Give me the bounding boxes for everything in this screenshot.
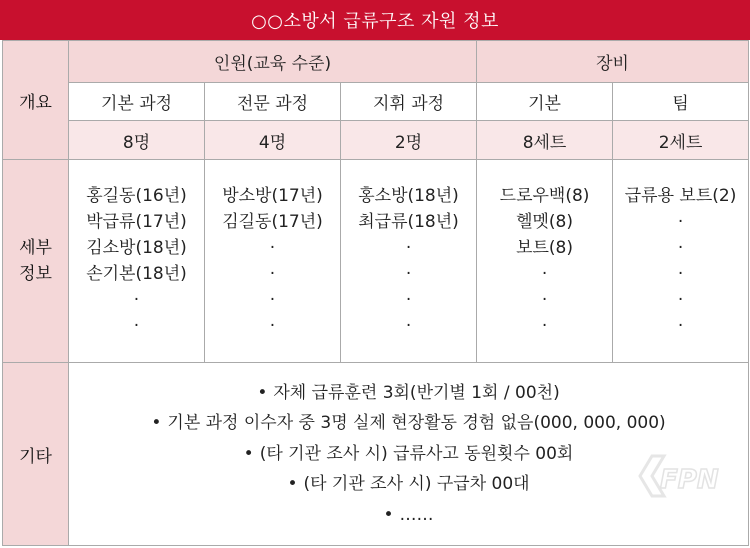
list-item: 헬멧(8): [516, 212, 573, 233]
misc-item-text: (타 기관 조사 시) 급류사고 동원횟수 00회: [259, 443, 574, 464]
column-header-basic-course: 기본 과정: [69, 82, 205, 120]
list-item: ·: [677, 264, 684, 285]
row-header-detail-label: 세부 정보: [19, 238, 52, 285]
list-item: ·: [269, 264, 276, 285]
group-header-personnel: 인원(교육 수준): [69, 41, 477, 83]
misc-item-text: 기본 과정 이수자 중 3명 실제 현장활동 경험 없음(000, 000, 000): [167, 413, 666, 434]
list-item: 보트(8): [516, 238, 573, 259]
fpn-watermark-logo: [630, 448, 726, 508]
count-basic-equipment: 8세트: [477, 121, 613, 160]
list-item: 급류용 보트(2): [624, 186, 737, 207]
column-header-row: [3, 82, 749, 120]
detail-row: [3, 160, 749, 363]
list-item: ·: [269, 290, 276, 311]
column-header-team-equipment: 팀: [613, 82, 749, 120]
count-command-course: 2명: [341, 121, 477, 160]
list-item: ·: [541, 316, 548, 337]
bullet-icon: •: [257, 382, 268, 403]
column-header-basic-equipment: 기본: [477, 82, 613, 120]
list-item: ·: [269, 316, 276, 337]
count-basic-course: 8명: [69, 121, 205, 160]
detail-team-equipment: [613, 160, 749, 363]
misc-item-text: ……: [399, 504, 434, 525]
list-item: ·: [405, 316, 412, 337]
list-item: ·: [405, 238, 412, 259]
detail-command-course: [341, 160, 477, 363]
count-expert-course: 4명: [205, 121, 341, 160]
list-item: ·: [541, 264, 548, 285]
bullet-icon: •: [383, 504, 394, 525]
misc-item-text: (타 기관 조사 시) 구급차 00대: [303, 474, 530, 495]
misc-item-text: 자체 급류훈련 3회(반기별 1회 / 00천): [273, 382, 560, 403]
row-header-overview: 개요: [3, 41, 69, 160]
list-item: ·: [677, 212, 684, 233]
list-item: ·: [541, 290, 548, 311]
list-item: ·: [133, 316, 140, 337]
list-item: ·: [269, 238, 276, 259]
detail-basic-course: [69, 160, 205, 363]
list-item: ·: [133, 290, 140, 311]
list-item: [69, 408, 748, 439]
page-title: ○○소방서 급류구조 자원 정보: [0, 0, 750, 40]
count-team-equipment: 2세트: [613, 121, 749, 160]
group-header-equipment: 장비: [477, 41, 749, 83]
column-header-expert-course: 전문 과정: [205, 82, 341, 120]
column-header-command-course: 지휘 과정: [341, 82, 477, 120]
list-item: ·: [677, 316, 684, 337]
list-item: 최급류(18년): [358, 212, 459, 233]
list-item: 홍소방(18년): [358, 186, 459, 207]
count-row: [3, 121, 749, 160]
list-item: ·: [677, 290, 684, 311]
list-item: ·: [677, 238, 684, 259]
row-header-misc: 기타: [3, 363, 69, 546]
list-item: 드로우백(8): [499, 186, 590, 207]
list-item: 김소방(18년): [86, 238, 187, 259]
detail-basic-equipment: [477, 160, 613, 363]
list-item: 홍길동(16년): [86, 186, 187, 207]
group-header-row: [3, 41, 749, 83]
bullet-icon: •: [243, 443, 254, 464]
list-item: 방소방(17년): [222, 186, 323, 207]
list-item: 박급류(17년): [86, 212, 187, 233]
list-item: [69, 378, 748, 409]
bullet-icon: •: [287, 474, 298, 495]
list-item: 김길동(17년): [222, 212, 323, 233]
bullet-icon: •: [151, 413, 162, 434]
detail-expert-course: [205, 160, 341, 363]
list-item: ·: [405, 264, 412, 285]
row-header-detail: [3, 160, 69, 363]
svg-text:FPN: FPN: [660, 465, 719, 495]
list-item: 손기본(18년): [86, 264, 187, 285]
list-item: ·: [405, 290, 412, 311]
